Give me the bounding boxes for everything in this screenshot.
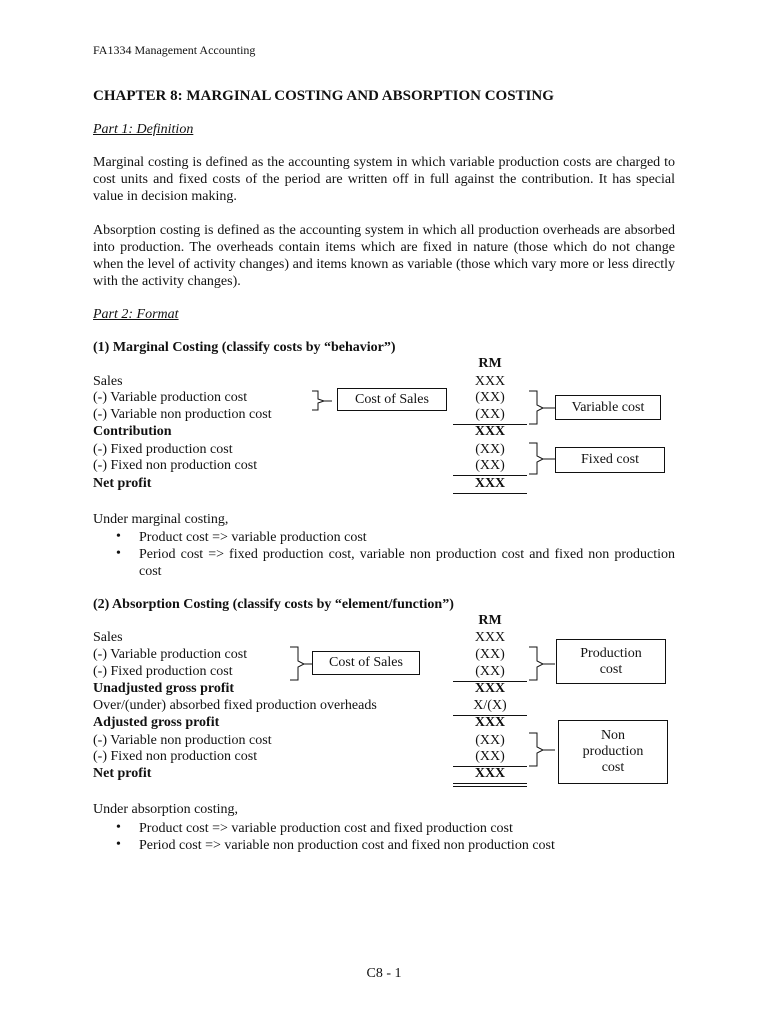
absorption-row-amount: (XX) — [475, 749, 505, 764]
marginal-row-amount: (XX) — [475, 390, 505, 405]
marginal-row-amount: XXX — [474, 476, 506, 491]
bullet-icon: • — [116, 529, 121, 544]
absorption-under-text: Under absorption costing, — [93, 802, 239, 817]
total-rule — [453, 493, 527, 494]
cost-of-sales-box: Cost of Sales — [337, 388, 447, 411]
marginal-row-amount: (XX) — [475, 407, 505, 422]
marginal-row-amount: XXX — [474, 374, 506, 389]
absorption-row-label: (-) Variable non production cost — [93, 733, 272, 748]
cost-of-sales-box: Cost of Sales — [312, 651, 420, 675]
variable-cost-box: Variable cost — [555, 395, 661, 420]
total-rule — [453, 786, 527, 787]
cost-of-sales-brace — [310, 390, 334, 412]
non-production-cost-brace — [527, 732, 557, 768]
marginal-row-amount: (XX) — [475, 442, 505, 457]
marginal-row-label: Net profit — [93, 476, 152, 491]
fixed-cost-box: Fixed cost — [555, 447, 665, 473]
page-number: C8 - 1 — [366, 966, 402, 981]
marginal-bullet: Product cost => variable production cost — [139, 530, 367, 545]
marginal-heading: (1) Marginal Costing (classify costs by “behavior”) — [93, 340, 396, 355]
absorption-row-amount: XXX — [474, 630, 506, 645]
absorption-row-amount: (XX) — [475, 733, 505, 748]
marginal-row-label: (-) Variable non production cost — [93, 407, 272, 422]
absorption-row-amount: XXX — [474, 766, 506, 781]
absorption-row-label: Over/(under) absorbed fixed production overheads — [93, 698, 377, 713]
marginal-row-label: Contribution — [93, 424, 172, 439]
absorption-row-amount: XXX — [474, 681, 506, 696]
absorption-row-amount: X/(X) — [473, 698, 507, 713]
marginal-row-label: Sales — [93, 374, 123, 389]
marginal-bullet: Period cost => fixed production cost, variable non production cost and fixed non production cost — [139, 547, 675, 579]
marginal-row-label: (-) Fixed production cost — [93, 442, 233, 457]
absorption-row-amount: XXX — [474, 715, 506, 730]
marginal-row-label: (-) Fixed non production cost — [93, 458, 258, 473]
marginal-row-amount: XXX — [474, 424, 506, 439]
marginal-row-amount: (XX) — [475, 458, 505, 473]
absorption-row-label: Adjusted gross profit — [93, 715, 220, 730]
cost-of-sales-brace — [288, 646, 314, 682]
document-header: FA1334 Management Accounting — [93, 43, 256, 57]
absorption-definition: Absorption costing is defined as the accounting system in which all production overheads are absorbed into production. The overheads contain items which are fixed in nature (those which do not change when the level of activity changes) and items known as variable (those which vary more or less directly with the activity changes). — [93, 223, 675, 289]
absorption-row-amount: (XX) — [475, 647, 505, 662]
absorption-row-label: Net profit — [93, 766, 152, 781]
part2-heading: Part 2: Format — [93, 307, 179, 322]
chapter-title: CHAPTER 8: MARGINAL COSTING AND ABSORPTION COSTING — [93, 88, 554, 104]
marginal-row-label: (-) Variable production cost — [93, 390, 248, 405]
production-cost-brace — [527, 646, 557, 682]
absorption-row-label: Sales — [93, 630, 123, 645]
non-production-cost-box: Non production cost — [558, 720, 668, 784]
absorption-bullet: Period cost => variable non production cost and fixed non production cost — [139, 838, 555, 853]
absorption-row-label: (-) Variable production cost — [93, 647, 248, 662]
bullet-icon: • — [116, 837, 121, 852]
absorption-bullet: Product cost => variable production cost and fixed production cost — [139, 821, 513, 836]
absorption-heading: (2) Absorption Costing (classify costs by “element/function”) — [93, 597, 454, 612]
variable-cost-brace — [527, 390, 557, 426]
absorption-rm-label: RM — [478, 613, 502, 628]
bullet-icon: • — [116, 546, 121, 561]
production-cost-box: Production cost — [556, 639, 666, 684]
bullet-icon: • — [116, 820, 121, 835]
absorption-row-label: (-) Fixed non production cost — [93, 749, 258, 764]
absorption-row-label: (-) Fixed production cost — [93, 664, 233, 679]
absorption-row-label: Unadjusted gross profit — [93, 681, 235, 696]
marginal-definition: Marginal costing is defined as the accounting system in which variable production costs are charged to cost units and fixed costs of the period are written off in full against the contribution. It has special value in decision making. — [93, 155, 675, 204]
fixed-cost-brace — [527, 442, 557, 476]
part1-heading: Part 1: Definition — [93, 122, 194, 137]
total-rule — [453, 783, 527, 784]
absorption-row-amount: (XX) — [475, 664, 505, 679]
marginal-rm-label: RM — [478, 356, 502, 371]
marginal-under-text: Under marginal costing, — [93, 512, 229, 527]
